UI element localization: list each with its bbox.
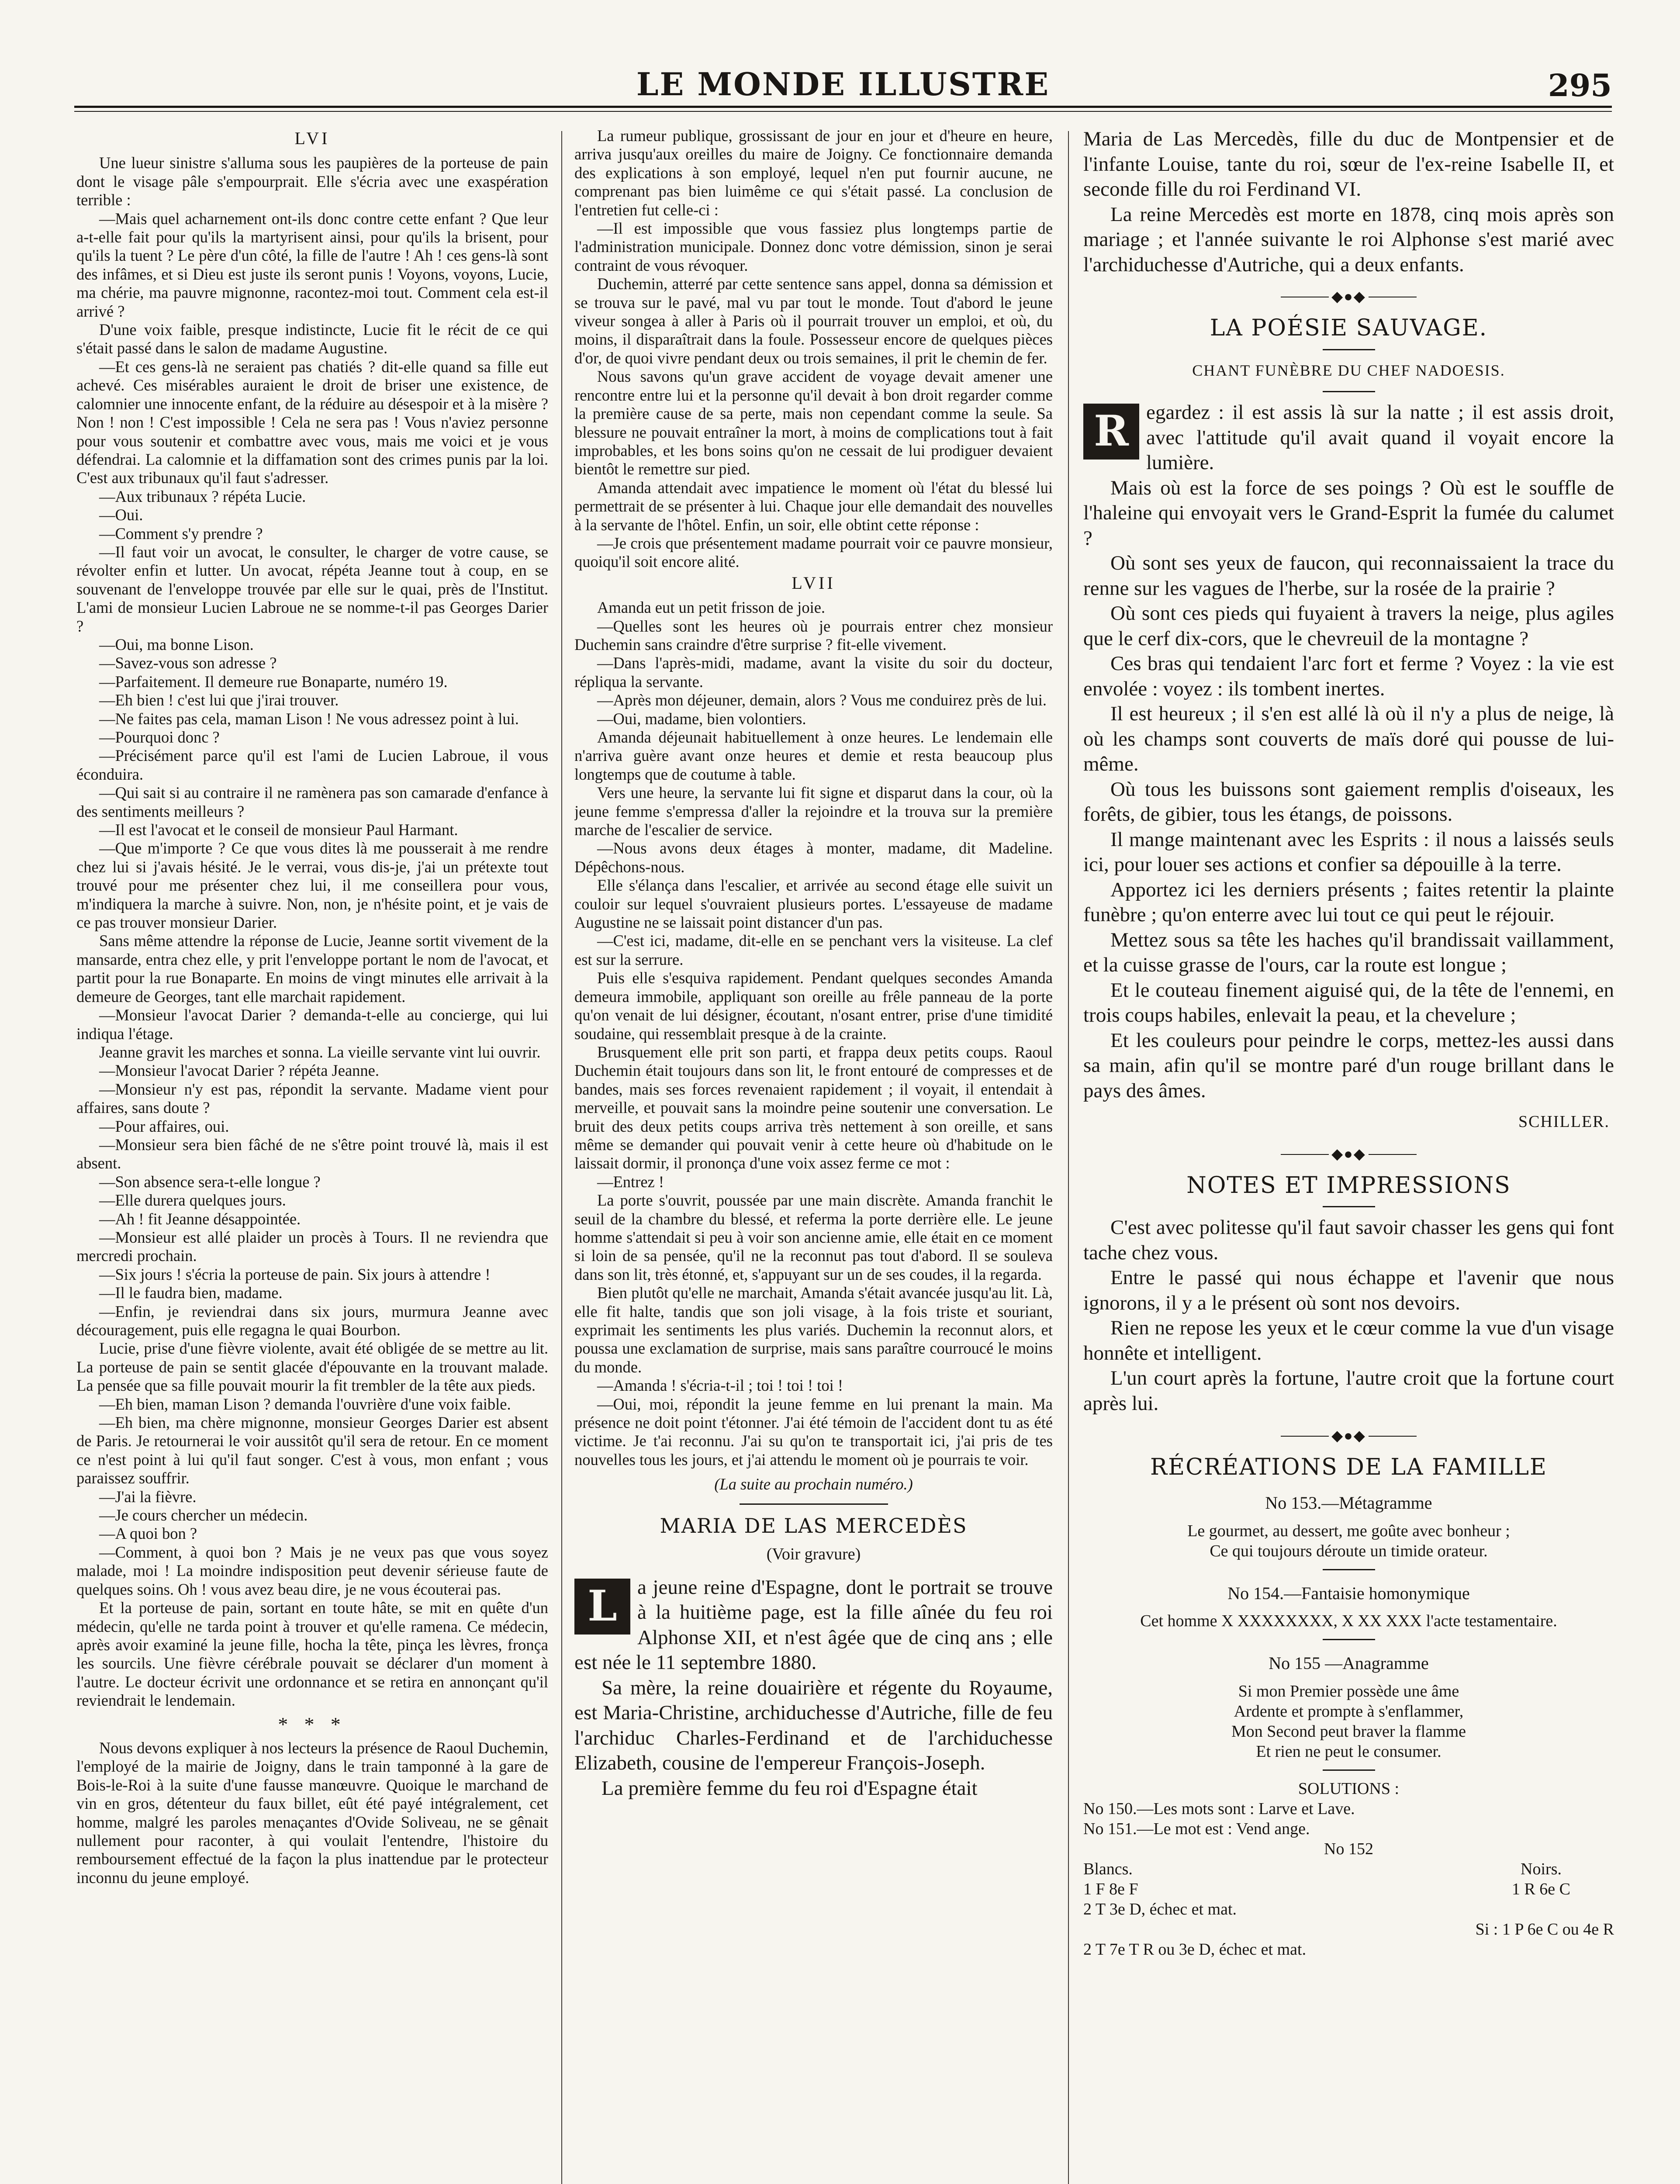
paragraph: Entre le passé qui nous échappe et l'avenir que nous ignorons, il y a le présent où sont nos devoirs. bbox=[1083, 1266, 1614, 1314]
paragraph: Où sont ses yeux de faucon, qui reconnaissaient la trace du renne sur les vagues de l'herbe, sur la rosée de la prairie ? bbox=[1083, 552, 1614, 600]
paragraph: —Ne faites pas cela, maman Lison ! Ne vous adressez point à lui. bbox=[99, 709, 519, 728]
puzzle-line: Ardente et prompte à s'enflammer, bbox=[1234, 1702, 1464, 1721]
paragraph: C'est avec politesse qu'il faut savoir chasser les gens qui font tache chez vous. bbox=[1083, 1216, 1614, 1264]
paragraph: —Monsieur sera bien fâché de ne s'être point trouvé là, mais il est absent. bbox=[76, 1135, 548, 1172]
paragraph: —Monsieur est allé plaider un procès à Tours. Il ne reviendra que mercredi prochain. bbox=[76, 1228, 548, 1265]
notes-title: NOTES ET IMPRESSIONS bbox=[1186, 1172, 1511, 1199]
paragraph: Il est heureux ; il s'en est allé là où il n'y a plus de neige, là où les champs sont couverts de maïs doré qui pousse de lui-même. bbox=[1083, 702, 1614, 776]
paragraph: Où tous les buissons sont gaiement remplis d'oiseaux, les forêts, de gibier, tous les étangs, de poissons. bbox=[1083, 778, 1614, 826]
title-rule bbox=[1323, 391, 1375, 392]
paragraph: —Oui, moi, répondit la jeune femme en lui prenant la main. Ma présence ne doit point t'étonner. J'ai été témoin de l'accident dont tu as été victime. Je t'ai reconnu. J'ai su qu'on te transportait ici, j'ai pris de tes nouvelles tous les jours, et j'ai attendu le moment où je pourrais te voir. bbox=[574, 1395, 1053, 1469]
puzzle-line: Mon Second peut braver la flamme bbox=[1231, 1722, 1466, 1741]
masthead-rule bbox=[74, 106, 1612, 108]
paragraph: La rumeur publique, grossissant de jour en jour et d'heure en heure, arriva jusqu'aux oreilles du maire de Joigny. Ce fonctionnaire demanda des explications à son employé, lequel n'en put fournir aucune, ne comprenant pas bien luimême ce qui s'était passé. La conclusion de l'entretien fut celle-ci : bbox=[574, 127, 1053, 219]
poem-subtitle: CHANT FUNÈBRE DU CHEF NADOESIS. bbox=[1192, 361, 1505, 379]
paragraph: Duchemin, atterré par cette sentence sans appel, donna sa démission et se trouva sur le pavé, mal vu par tout le monde. Tout d'abord le jeune viveur songea à aller à Paris où il pourrait trouver un emploi, et où, du moins, il disparaîtrait dans la foule. Possesseur encore de quelques pièces d'or, de quoi vivre pendant deux ou trois semaines, il prit le chemin de fer. bbox=[574, 275, 1053, 367]
chess-move: 1 F 8e F bbox=[1083, 1880, 1138, 1898]
chess-alternative: Si : 1 P 6e C ou 4e R bbox=[1475, 1920, 1614, 1939]
paragraph: Brusquement elle prit son parti, et frappa deux petits coups. Raoul Duchemin était toujours dans son lit, le front entouré de compresses et de bandes, mais ses forces revenaient rapidement ; il voyait, il entendait à merveille, et pouvait sans la moindre peine soutenir une conversation. Le bruit des deux petits coups arriva très nettement à son oreille, et sans même se demander qui pouvait venir à cette heure où d'habitude on le laissait dormir, il prononça d'une voix assez ferme ce mot : bbox=[574, 1043, 1053, 1172]
paragraph: —Aux tribunaux ? répéta Lucie. bbox=[99, 487, 306, 505]
paragraph: Mais où est la force de ses poings ? Où est le souffle de l'haleine qui envoyait vers le Grand-Esprit la fumée du calumet ? bbox=[1083, 476, 1614, 549]
column-rule bbox=[561, 131, 562, 2184]
article-title: MARIA DE LAS MERCEDÈS bbox=[660, 1514, 968, 1538]
paragraph: —Il faut voir un avocat, le consulter, le charger de votre cause, se révolter enfin et lutter. Un avocat, répéta Jeanne tout à coup, en se souvenant de l'enveloppe trouvée par elle sur le quai, près de l'Institut. L'ami de monsieur Lucien Labroue ne se nomme-t-il pas Georges Darier ? bbox=[76, 543, 548, 635]
chess-move: 1 R 6e C bbox=[1511, 1880, 1570, 1898]
title-rule bbox=[1323, 349, 1375, 350]
paragraph: Amanda attendait avec impatience le moment où l'état du blessé lui permettrait de se présenter à lui. Chaque jour elle demandait des nouvelles à la servante de l'hôtel. Enfin, un soir, elle obtint cette réponse : bbox=[574, 478, 1053, 534]
section-asterism: * * * bbox=[278, 1713, 347, 1735]
solution-152-title: No 152 bbox=[1324, 1839, 1373, 1858]
poesie-title: LA POÉSIE SAUVAGE. bbox=[1210, 315, 1488, 342]
paragraph: Amanda eut un petit frisson de joie. bbox=[597, 598, 826, 617]
paragraph: La première femme du feu roi d'Espagne était bbox=[601, 1776, 978, 1800]
paragraph: —Il est l'avocat et le conseil de monsieur Paul Harmant. bbox=[99, 821, 458, 839]
paragraph: —Pour affaires, oui. bbox=[99, 1117, 229, 1135]
paragraph: L'un court après la fortune, l'autre croit que la fortune court après lui. bbox=[1083, 1367, 1614, 1415]
white-label: Blancs. bbox=[1083, 1859, 1133, 1878]
poem-author: SCHILLER. bbox=[1518, 1113, 1610, 1131]
ornament-divider: ◆●◆ bbox=[1083, 1146, 1614, 1162]
paragraph: —Monsieur l'avocat Darier ? demanda-t-elle au concierge, qui lui indiqua l'étage. bbox=[76, 1006, 548, 1043]
dropcap-letter: L bbox=[574, 1579, 630, 1635]
title-rule bbox=[1323, 1206, 1375, 1207]
paragraph: —Oui, ma bonne Lison. bbox=[99, 635, 254, 653]
paragraph: Nous savons qu'un grave accident de voyage devait amener une rencontre entre lui et la personne qu'il devait à bon droit regarder comme la première cause de sa perte, mais non cependant comme la seule. Sa blessure ne pouvait entraîner la mort, à moins de complications tout à fait improbables, et les bons soins qu'on ne cessait de lui prodiguer devaient bientôt le remettre sur pied. bbox=[574, 367, 1053, 478]
section-divider bbox=[740, 1503, 888, 1505]
paragraph: —Mais quel acharnement ont-ils donc contre cette enfant ? Que leur a-t-elle fait pour qu'ils la martyrisent ainsi, pour qu'ils la brisent, pour qu'ils la tuent ? Le père d'un côté, la fille de l'autre ! Ah ! ces gens-là sont des infâmes, et si Dieu est juste ils seront punis ! Voyons, voyons, Lucie, ma chérie, ma pauvre mignonne, racontez-moi tout. Comment cela est-il arrivé ? bbox=[76, 209, 548, 320]
paragraph: —Amanda ! s'écria-t-il ; toi ! toi ! toi ! bbox=[597, 1376, 843, 1395]
mercedes-article bbox=[574, 1514, 1053, 1801]
paragraph: —Précisément parce qu'il est l'ami de Lucien Labroue, il vous éconduira. bbox=[76, 746, 548, 783]
paragraph: La reine Mercedès est morte en 1878, cinq mois après son mariage ; et l'année suivante le roi Alphonse s'est marié avec l'archiduchesse d'Autriche, qui a deux enfants. bbox=[1083, 203, 1614, 276]
paragraph: —Six jours ! s'écria la porteuse de pain. Six jours à attendre ! bbox=[99, 1265, 491, 1283]
paragraph: Il mange maintenant avec les Esprits : il nous a laissés seuls ici, pour louer ses actions et confier sa dépouille à la terre. bbox=[1083, 828, 1614, 876]
paragraph: La porte s'ouvrit, poussée par une main discrète. Amanda franchit le seuil de la chambre du blessé, et referma la porte derrière elle. Le jeune homme s'attendait si peu à voir son ancienne amie, elle était en ce moment si loin de sa pensée, qu'il ne la reconnut pas tout d'abord. Il se souleva dans son lit, très étonné, et, s'appuyant sur un de ses coudes, il la regarda. bbox=[574, 1191, 1053, 1283]
paragraph: —Nous avons deux étages à monter, madame, dit Madeline. Dépêchons-nous. bbox=[574, 839, 1053, 876]
puzzle-heading: No 154.—Fantaisie homonymique bbox=[1227, 1583, 1470, 1603]
newspaper-title: LE MONDE ILLUSTRE bbox=[636, 66, 1050, 103]
paragraph: —Comment, à quoi bon ? Mais je ne veux pas que vous soyez malade, moi ! La moindre indisposition peut devenir sérieuse faute de quelques soins. Oh ! vous avez beau dire, je ne vous écouterai pas. bbox=[76, 1543, 548, 1598]
paragraph: —Monsieur n'y est pas, répondit la servante. Madame vient pour affaires, sans doute ? bbox=[76, 1080, 548, 1117]
paragraph: R egardez : il est assis là sur la natte ; il est assis droit, avec l'attitude qu'il avait quand il voyait encore la lumière. bbox=[1083, 400, 1614, 476]
paragraph: —C'est ici, madame, dit-elle en se penchant vers la visiteuse. La clef est sur la serrure. bbox=[574, 932, 1053, 968]
column-rule bbox=[1068, 131, 1069, 2184]
paragraph: —Entrez ! bbox=[597, 1172, 664, 1191]
dropcap-letter: R bbox=[1083, 404, 1139, 460]
paragraph: Elle s'élança dans l'escalier, et arrivée au second étage elle suivit un couloir sur lequel s'ouvraient plusieurs portes. L'essayeuse de madame Augustine ne se laissait point distancer d'un pas. bbox=[574, 876, 1053, 932]
chapter-heading: LVII bbox=[792, 573, 836, 593]
paragraph: —Qui sait si au contraire il ne ramènera pas son camarade d'enfance à des sentiments meilleurs ? bbox=[76, 784, 548, 820]
paragraph: Où sont ces pieds qui fuyaient à travers la neige, plus agiles que le cerf dix-cors, que le chevreuil de la montagne ? bbox=[1083, 602, 1614, 650]
paragraph: Jeanne gravit les marches et sonna. La vieille servante vint lui ouvrir. bbox=[99, 1043, 541, 1061]
paragraph: —J'ai la fièvre. bbox=[99, 1487, 197, 1506]
paragraph: Lucie, prise d'une fièvre violente, avait été obligée de se mettre au lit. La porteuse de pain se sentit glacée d'épouvante en la trouvant malade. La pensée que sa fille pouvait mourir la fit trembler de la tête aux pieds. bbox=[76, 1339, 548, 1395]
title-rule bbox=[1323, 1769, 1375, 1771]
masthead bbox=[74, 66, 1612, 114]
chess-move-row bbox=[1083, 1879, 1614, 1899]
paragraph: —Enfin, je reviendrai dans six jours, murmura Jeanne avec découragement, puis elle regagna le quai Bourbon. bbox=[76, 1302, 548, 1339]
paragraph: Et les couleurs pour peindre le corps, mettez-les aussi dans sa main, afin qu'il se montre paré d'un rouge brillant dans le pays des âmes. bbox=[1083, 1029, 1614, 1102]
paragraph: —A quoi bon ? bbox=[99, 1524, 197, 1543]
paragraph: —Dans l'après-midi, madame, avant la visite du soir du docteur, répliqua la servante. bbox=[574, 654, 1053, 691]
paragraph: Apportez ici les derniers présents ; faites retentir la plainte funèbre ; qu'on enterre avec lui tout ce qui peut le réjouir. bbox=[1083, 878, 1614, 926]
continued-notice: (La suite au prochain numéro.) bbox=[714, 1475, 913, 1493]
recreations-title: RÉCRÉATIONS DE LA FAMILLE bbox=[1150, 1454, 1547, 1480]
paragraph: Et la porteuse de pain, sortant en toute hâte, se mit en quête d'un médecin, qu'elle ne tarda point à trouver et qu'elle ramena. Ce médecin, après avoir examiné la jeune fille, hocha la tête, pinça les lèvres, fronça les sourcils. Une fièvre cérébrale pouvait se déclarer d'un moment à l'autre. Le docteur écrivit une ordonnance et se retira en annonçant qu'il reviendrait le lendemain. bbox=[76, 1599, 548, 1710]
puzzle-line: Si mon Premier possède une âme bbox=[1238, 1682, 1459, 1700]
paragraph: —Et ces gens-là ne seraient pas chatiés ? dit-elle quand sa fille eut achevé. Ces misérables auraient le droit de briser une existence, de calomnier une innocente enfant, de la réduire au désespoir et à la misère ? Non ! non ! C'est impossible ! Cela ne sera pas ! Vous n'aviez personne pour vous soutenir et combattre avec vous, mais me voici et je vous défendrai. La calomnie et la diffamation sont des crimes punis par la loi. C'est aux tribunaux qu'il faut s'adresser. bbox=[76, 357, 548, 487]
paragraph: —Il le faudra bien, madame. bbox=[99, 1284, 283, 1302]
paragraph: Et le couteau finement aiguisé qui, de la tête de l'ennemi, en trois coups habiles, enlevait la peau, et la chevelure ; bbox=[1083, 978, 1614, 1027]
paragraph: Amanda déjeunait habituellement à onze heures. Le lendemain elle n'arriva guère avant onze heures et demie et resta beaucoup plus longtemps que de coutume à table. bbox=[574, 728, 1053, 783]
paragraph: Nous devons expliquer à nos lecteurs la présence de Raoul Duchemin, l'employé de la mairie de Joigny, dans le train tamponné à la gare de Bois-le-Roi à la suite d'une fausse manœuvre. Quoique le marchand de vin en gros, détenteur du faux billet, eût été payé intégralement, cet homme, malgré les paroles menaçantes d'Ovide Soliveau, ne se gênait nullement pour raconter, à qui voulait l'entendre, l'histoire du remboursement effectué de la façon la plus inattendue par le protecteur inconnu du jeune employé. bbox=[76, 1738, 548, 1887]
puzzle-line: Cet homme X XXXXXXXX, X XX XXX l'acte testamentaire. bbox=[1140, 1612, 1557, 1631]
solutions bbox=[1083, 1779, 1614, 1959]
paragraph: Vers une heure, la servante lui fit signe et disparut dans la cour, où la jeune femme s'empressa d'aller la rejoindre et la trouva sur la première marche de l'escalier de service. bbox=[574, 784, 1053, 839]
paragraph: Rien ne repose les yeux et le cœur comme la vue d'un visage honnête et intelligent. bbox=[1083, 1317, 1614, 1365]
paragraph: L a jeune reine d'Espagne, dont le portrait se trouve à la huitième page, est la fille aînée du feu roi Alphonse XII, et n'est âgée que de cinq ans ; elle est née le 11 septembre 1880. bbox=[574, 1576, 1053, 1674]
chess-header-row bbox=[1083, 1859, 1614, 1879]
paragraph: —Elle durera quelques jours. bbox=[99, 1191, 286, 1209]
paragraph: —Quelles sont les heures où je pourrais entrer chez monsieur Duchemin sans craindre d'être surprise ? fit-elle vivement. bbox=[574, 617, 1053, 653]
ornament-divider: ◆●◆ bbox=[1083, 1427, 1614, 1443]
column-3 bbox=[1083, 127, 1614, 2184]
column-2 bbox=[574, 127, 1053, 2184]
paragraph: —Parfaitement. Il demeure rue Bonaparte, numéro 19. bbox=[99, 672, 448, 691]
chess-move: 2 T 7e T R ou 3e D, échec et mat. bbox=[1083, 1940, 1307, 1959]
paragraph: —Eh bien, maman Lison ? demanda l'ouvrière d'une voix faible. bbox=[99, 1395, 511, 1413]
paragraph: Bien plutôt qu'elle ne marchait, Amanda s'était avancée jusqu'au lit. Là, elle fit halte, tandis que son joli visage, à la fois triste et souriant, exprimait les sentiments les plus variés. Duchemin la reconnut alors, et poussa une exclamation de surprise, mais sans paraître courroucé le moins du monde. bbox=[574, 1284, 1053, 1376]
paragraph: —Ah ! fit Jeanne désappointée. bbox=[99, 1209, 301, 1228]
paragraph: Une lueur sinistre s'alluma sous les paupières de la porteuse de pain dont le visage pâle s'empourprait. Elle s'écria avec une exaspération terrible : bbox=[76, 154, 548, 209]
article-subtitle: (Voir gravure) bbox=[766, 1545, 861, 1564]
paragraph: —Oui, madame, bien volontiers. bbox=[597, 709, 806, 728]
paragraph: —Son absence sera-t-elle longue ? bbox=[99, 1172, 321, 1191]
puzzle-heading: No 155 —Anagramme bbox=[1269, 1653, 1429, 1673]
paragraph: Maria de Las Mercedès, fille du duc de Montpensier et de l'infante Louise, tante du roi, sœur de l'ex-reine Isabelle II, et seconde fille du roi Ferdinand VI. bbox=[1083, 128, 1614, 200]
paragraph: —Je crois que présentement madame pourrait voir ce pauvre monsieur, quoiqu'il soit encore alité. bbox=[574, 534, 1053, 571]
title-rule bbox=[1323, 1639, 1375, 1640]
paragraph: —Eh bien ! c'est lui que j'irai trouver. bbox=[99, 691, 339, 709]
paragraph: —Oui. bbox=[99, 506, 143, 524]
solution-151: No 151.—Le mot est : Vend ange. bbox=[1083, 1819, 1310, 1838]
chess-move: 2 T 3e D, échec et mat. bbox=[1083, 1900, 1237, 1918]
black-label: Noirs. bbox=[1521, 1859, 1562, 1878]
column-1 bbox=[76, 127, 548, 2184]
paragraph: —Savez-vous son adresse ? bbox=[99, 654, 277, 672]
paragraph: D'une voix faible, presque indistincte, Lucie fit le récit de ce qui s'était passé dans le salon de madame Augustine. bbox=[76, 321, 548, 357]
puzzle-line: Ce qui toujours déroute un timide orateur. bbox=[1210, 1541, 1488, 1560]
masthead-rule-thin bbox=[74, 111, 1612, 112]
paragraph: —Je cours chercher un médecin. bbox=[99, 1506, 308, 1524]
paragraph: —Il est impossible que vous fassiez plus longtemps partie de l'administration municipale. Donnez donc votre démission, sinon je serai contraint de vous révoquer. bbox=[574, 219, 1053, 274]
paragraph: —Après mon déjeuner, demain, alors ? Vous me conduirez près de lui. bbox=[597, 691, 1047, 709]
paragraph: —Monsieur l'avocat Darier ? répéta Jeanne. bbox=[99, 1061, 379, 1080]
chapter-heading: LVI bbox=[294, 128, 330, 148]
paragraph: —Que m'importe ? Ce que vous dites là me pousserait à me rendre chez lui si j'avais hésité. Je le verrai, vous dis-je, j'ai un prétexte tout trouvé pour me présenter chez lui, il me conseillera pour vous, m'indiquera la marche à suivre. Non, non, je n'hésite point, et je vais de ce pas trouver monsieur Darier. bbox=[76, 839, 548, 932]
paragraph: Sa mère, la reine douairière et régente du Royaume, est Maria-Christine, archiduchesse d'Autriche, fille de feu l'archiduc Charles-Ferdinand et de l'archiduchesse Elizabeth, cousine de l'empereur François-Joseph. bbox=[574, 1676, 1053, 1775]
ornament-divider: ◆●◆ bbox=[1083, 289, 1614, 304]
paragraph: Puis elle s'esquiva rapidement. Pendant quelques secondes Amanda demeura immobile, appliquant son oreille au frêle panneau de la porte qu'on venait de lui désigner, écoutant, n'osant entrer, prise d'une timidité soudaine, qui ressemblait presque à de la crainte. bbox=[574, 969, 1053, 1043]
paragraph: Ces bras qui tendaient l'arc fort et ferme ? Voyez : la vie est envolée : voyez : ils tombent inertes. bbox=[1083, 652, 1614, 700]
serial-text bbox=[76, 154, 548, 1710]
puzzle-line: Et rien ne peut le consumer. bbox=[1256, 1742, 1441, 1761]
solution-150: No 150.—Les mots sont : Larve et Lave. bbox=[1083, 1799, 1355, 1818]
paragraph: Mettez sous sa tête les haches qu'il brandissait vaillamment, et la cuisse grasse de l'ours, car la route est longue ; bbox=[1083, 928, 1614, 977]
paragraph: —Eh bien, ma chère mignonne, monsieur Georges Darier est absent de Paris. Je retournerai le voir aussitôt qu'il sera de retour. En ce moment ce n'est point à lui qu'il faut songer. C'est à vous, mon enfant ; vous paraissez souffrir. bbox=[76, 1413, 548, 1487]
title-rule bbox=[1323, 1569, 1375, 1570]
solutions-title: SOLUTIONS : bbox=[1298, 1779, 1400, 1798]
paragraph: Sans même attendre la réponse de Lucie, Jeanne sortit vivement de la mansarde, entra chez elle, y prit l'enveloppe portant le nom de l'avocat, et partit pour la rue Bonaparte. En moins de vingt minutes elle arrivait à la demeure de Georges, tant elle marchait rapidement. bbox=[76, 932, 548, 1006]
page-number: 295 bbox=[1548, 67, 1612, 104]
paragraph: —Pourquoi donc ? bbox=[99, 728, 220, 746]
puzzle-heading: No 153.—Métagramme bbox=[1265, 1493, 1432, 1513]
paragraph: —Comment s'y prendre ? bbox=[99, 524, 263, 543]
puzzle-line: Le gourmet, au dessert, me goûte avec bonheur ; bbox=[1187, 1521, 1510, 1540]
